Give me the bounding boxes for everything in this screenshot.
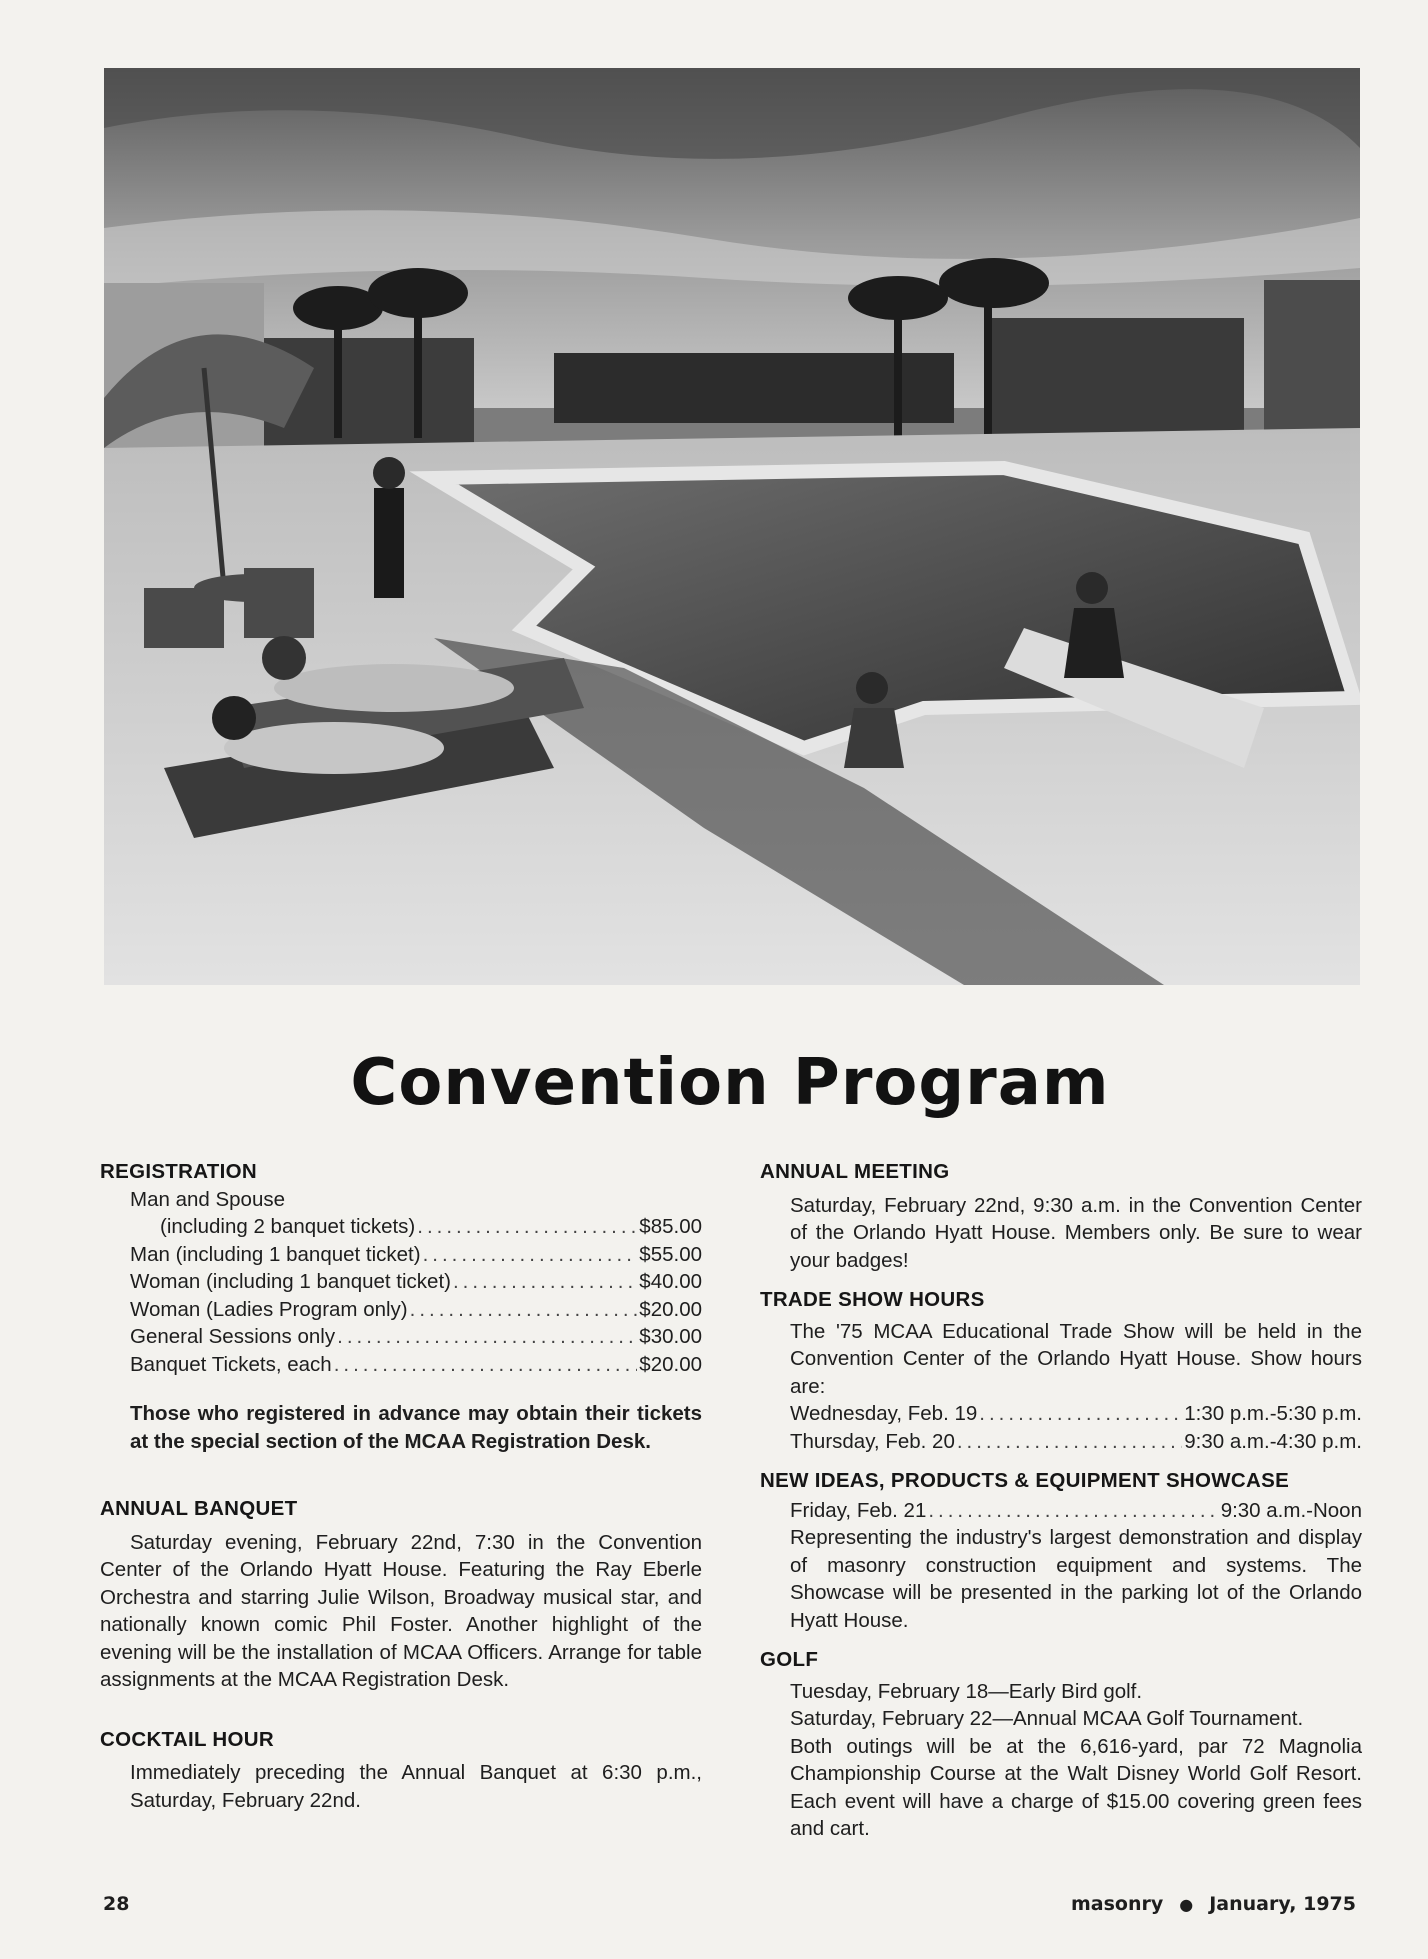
showcase-heading: NEW IDEAS, PRODUCTS & EQUIPMENT SHOWCASE xyxy=(760,1469,1290,1492)
annual-banquet-heading: ANNUAL BANQUET xyxy=(100,1497,298,1520)
registration-item: Banquet Tickets, each ..... $20.00 xyxy=(130,1351,702,1379)
registration-list xyxy=(100,1186,702,1379)
trade-show-block xyxy=(760,1318,1362,1456)
trade-show-hours-row: Thursday, Feb. 20 ..... 9:30 a.m.-4:30 p.m. xyxy=(790,1428,1362,1456)
page-number: 28 xyxy=(103,1893,130,1915)
showcase-hours-row: Friday, Feb. 21 ..... 9:30 a.m.-Noon xyxy=(790,1497,1362,1525)
registration-intro: Man and Spouse xyxy=(130,1187,286,1211)
golf-line-2: Saturday, February 22—Annual MCAA Golf Tournament. xyxy=(790,1707,1304,1730)
registration-note: Those who registered in advance may obtain their tickets at the special section of the MCAA Registration Desk. xyxy=(130,1402,702,1453)
annual-banquet-text: Saturday evening, February 22nd, 7:30 in the Convention Center of the Orlando Hyatt House. Featuring the Ray Eberle Orchestra and starring Julie Wilson, Broadway musical star, and nationally known comic Phil Foster. Another highlight of the evening will be the installation of MCAA Officers. Arrange for table assignments at the MCAA Registration Desk. xyxy=(100,1530,702,1691)
annual-meeting-heading: ANNUAL MEETING xyxy=(760,1160,950,1183)
right-column xyxy=(760,1158,1362,1843)
trade-show-text: The '75 MCAA Educational Trade Show will be held in the Convention Center of the Orlando Hyatt House. Show hours are: xyxy=(790,1319,1362,1398)
page-title: Convention Program xyxy=(350,1046,1110,1120)
trade-show-hours-row: Wednesday, Feb. 19 ..... 1:30 p.m.-5:30 p.m. xyxy=(790,1400,1362,1428)
footer-credit xyxy=(1071,1893,1356,1915)
registration-item: Woman (Ladies Program only) ..... $20.00 xyxy=(130,1296,702,1324)
registration-item: Woman (including 1 banquet ticket) ..... $40.00 xyxy=(130,1268,702,1296)
registration-item: (including 2 banquet tickets) ..... $85.00 xyxy=(130,1213,702,1241)
bullet-separator: ● xyxy=(1179,1894,1194,1914)
cocktail-hour-text: Immediately preceding the Annual Banquet at 6:30 p.m., Saturday, February 22nd. xyxy=(130,1761,702,1812)
golf-heading: GOLF xyxy=(760,1648,819,1671)
left-column xyxy=(100,1158,702,1814)
golf-block xyxy=(760,1678,1362,1843)
registration-heading: REGISTRATION xyxy=(100,1160,257,1183)
cocktail-hour-heading: COCKTAIL HOUR xyxy=(100,1727,274,1751)
pool-photo-illustration xyxy=(104,68,1360,985)
showcase-text: Representing the industry's largest demonstration and display of masonry construction equipment and systems. The Showcase will be presented in the parking lot of the Orlando Hyatt House. xyxy=(790,1526,1362,1632)
registration-item: General Sessions only ..... $30.00 xyxy=(130,1323,702,1351)
registration-item: Man (including 1 banquet ticket) ..... $55.00 xyxy=(130,1241,702,1269)
magazine-name: masonry xyxy=(1071,1893,1164,1915)
golf-text: Both outings will be at the 6,616-yard, par 72 Magnolia Championship Course at the Walt Disney World Golf Resort. Each event will have a charge of $15.00 covering green fees and cart. xyxy=(790,1734,1362,1840)
pool-photo xyxy=(104,68,1360,985)
annual-meeting-text: Saturday, February 22nd, 9:30 a.m. in the Convention Center of the Orlando Hyatt House. Members only. Be sure to wear your badges! xyxy=(790,1193,1362,1272)
showcase-block xyxy=(760,1497,1362,1635)
trade-show-heading: TRADE SHOW HOURS xyxy=(760,1288,985,1311)
golf-line-1: Tuesday, February 18—Early Bird golf. xyxy=(790,1679,1143,1703)
issue-date: January, 1975 xyxy=(1209,1893,1356,1915)
